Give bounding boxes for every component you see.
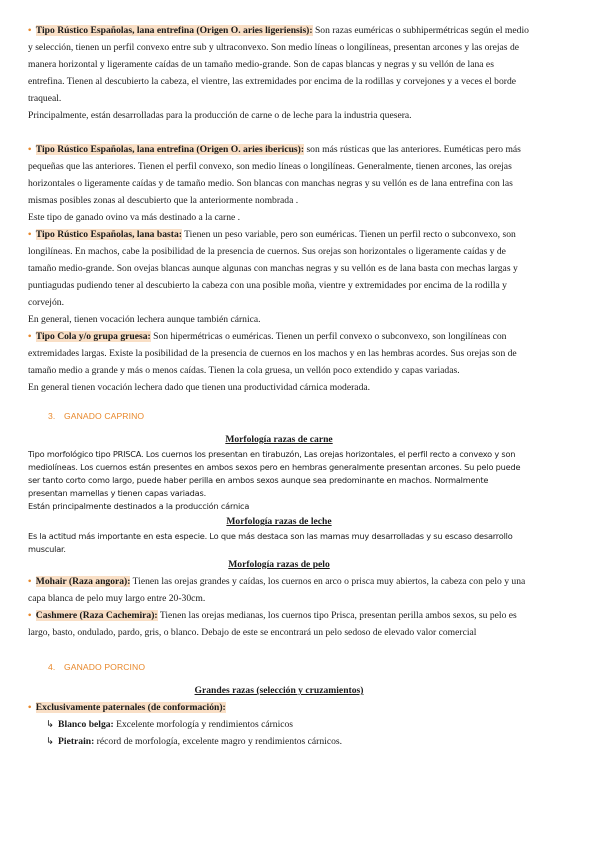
paragraph-ligeriensis <box>28 22 530 107</box>
list-item-pietrain <box>46 733 530 750</box>
heading-leche: Morfología razas de leche <box>226 516 332 527</box>
highlighted-label: Tipo Rústico Españolas, lana entrefina (Origen O. aries ligeriensis): <box>35 25 313 36</box>
item-text: récord de morfología, excelente magro y rendimientos cárnicos. <box>94 736 343 747</box>
paragraph-ibericus <box>28 141 530 209</box>
bullet: • <box>28 331 32 342</box>
bullet: • <box>28 25 32 36</box>
heading-carne: Morfología razas de carne <box>225 434 333 445</box>
bullet: • <box>28 229 32 240</box>
paragraph-extra: Principalmente, están desarrolladas para la producción de carne o de leche para la industria quesera. <box>28 110 412 121</box>
item-label: Pietrain: <box>58 736 95 747</box>
highlighted-label: Mohair (Raza angora): <box>35 576 131 587</box>
paragraph-basta <box>28 226 530 311</box>
paragraph-text: son más rústicas que las anteriores. Euméticas pero más pequeñas que las anteriores. Tienen el perfil convexo, son medio líneas o longilíneas. Generalmente, tienen arcones, las orejas horizontales o ligeramente caídas y de tamaño medio. Son blancas con manchas negras y su vellón es de lana entrefina con las mismas posibles zonas al descubierto que la anteriormente nombrada . <box>28 144 521 206</box>
bullet: • <box>28 610 32 621</box>
bullet: • <box>28 576 32 587</box>
highlighted-label: Cashmere (Raza Cachemira): <box>35 610 158 621</box>
paragraph-extra: En general, tienen vocación lechera aunque también cárnica. <box>28 314 261 325</box>
paragraph-text: Son hipermétricas o euméricas. Tienen un perfil convexo o subconvexo, son longilíneas con extremidades largas. Existe la posibilidad de la presencia de cuernos en los machos y en las hembras acordes. Sus orejas son de tamaño medio a grande y más o menos caídas. Tienen la cola gruesa, un vellón poco extendido y capas variadas. <box>28 331 517 376</box>
section-title: GANADO CAPRINO <box>64 411 145 421</box>
paragraph-carne: Tipo morfológico tipo PRISCA. Los cuernos los presentan en tirabuzón, Las orejas horizontales, el perfil recto a convexo y son mediolíneas. Los cuernos están presentes en ambos sexos pero en hembras generalmente presentan arcones. Su pelo puede ser tanto corto como largo, puede haber perilla en ambos sexos aunque sea predominante en machos. Normalmente presentan mamellas y tienen capas variadas. <box>28 449 521 498</box>
spacer <box>28 124 530 141</box>
bullet: • <box>28 144 32 155</box>
paragraph-carne-extra: Están principalmente destinados a la producción cárnica <box>28 501 250 511</box>
section-number: 3. <box>48 411 56 421</box>
section-heading-caprino <box>48 408 530 425</box>
paragraph-extra: En general tienen vocación lechera dado que tienen una productividad cárnica moderada. <box>28 382 371 393</box>
arrow-icon: ↳ <box>46 736 55 747</box>
paragraph-leche: Es la actitud más importante en esta especie. Lo que más destaca son las mamas muy desarrolladas y su escaso desarrollo muscular. <box>28 531 513 554</box>
paragraph-extra: Este tipo de ganado ovino va más destinado a la carne . <box>28 212 241 223</box>
paragraph-text: Son razas euméricas o subhipermétricas según el medio y selección, tienen un perfil convexo entre sub y ultraconvexo. Son medio líneas o longilíneas, presentan arcones y las orejas de manera horizontal y ligeramente caídas de un tamaño medio-grande. Son de capas blancas y negras y su vellón de lana es entrefina. Tienen al descubierto la cabeza, el vientre, las extremidades por encima de la rodillas y corvejones y a veces el borde traqueal. <box>28 25 529 104</box>
paragraph-mohair <box>28 573 530 607</box>
highlighted-label: Tipo Rústico Españolas, lana basta: <box>35 229 182 240</box>
bullet: • <box>28 702 32 713</box>
paragraph-text: Tienen las orejas grandes y caídas, los cuernos en arco o prisca muy abiertos, la cabeza con pelo y una capa blanca de pelo muy largo entre 20-30cm. <box>28 576 526 604</box>
item-label: Blanco belga: <box>58 719 114 730</box>
paragraph-text: Tienen un peso variable, pero son euméricas. Tienen un perfil recto o subconvexo, son longilíneas. En machos, cabe la posibilidad de la presencia de cuernos. Sus orejas son horizontales o ligeramente caídas y de tamaño medio-grande. Son ovejas blancas aunque algunas con manchas negras y su vellón es de lana basta con mechas largas y puntiagudas pudiendo tener al descubierto la cabeza con una posible moña, vientre y extremidades por encima de la rodilla y corvejón. <box>28 229 518 308</box>
highlighted-label: Tipo Rústico Españolas, lana entrefina (Origen O. aries ibericus): <box>35 144 305 155</box>
item-text: Excelente morfología y rendimientos cárnicos <box>113 719 294 730</box>
paragraph-cola-gruesa <box>28 328 530 379</box>
section-number: 4. <box>48 662 56 672</box>
heading-grandes-razas: Grandes razas (selección y cruzamientos) <box>194 685 364 696</box>
section-heading-porcino <box>48 659 530 676</box>
heading-pelo: Morfología razas de pelo <box>228 559 330 570</box>
list-item-blanco-belga <box>46 716 530 733</box>
arrow-icon: ↳ <box>46 719 55 730</box>
paragraph-text: Tienen las orejas medianas, los cuernos tipo Prisca, presentan perilla ambos sexos, su pelo es largo, basto, ondulado, pardo, gris, o blanco. Debajo de este se encontrará un pelo sedoso de elevado valor comercial <box>28 610 517 638</box>
highlighted-label: Exclusivamente paternales (de conformación): <box>35 702 226 713</box>
section-title: GANADO PORCINO <box>64 662 146 672</box>
paragraph-cashmere <box>28 607 530 641</box>
paragraph-exclusivas <box>28 699 530 716</box>
highlighted-label: Tipo Cola y/o grupa gruesa: <box>35 331 151 342</box>
